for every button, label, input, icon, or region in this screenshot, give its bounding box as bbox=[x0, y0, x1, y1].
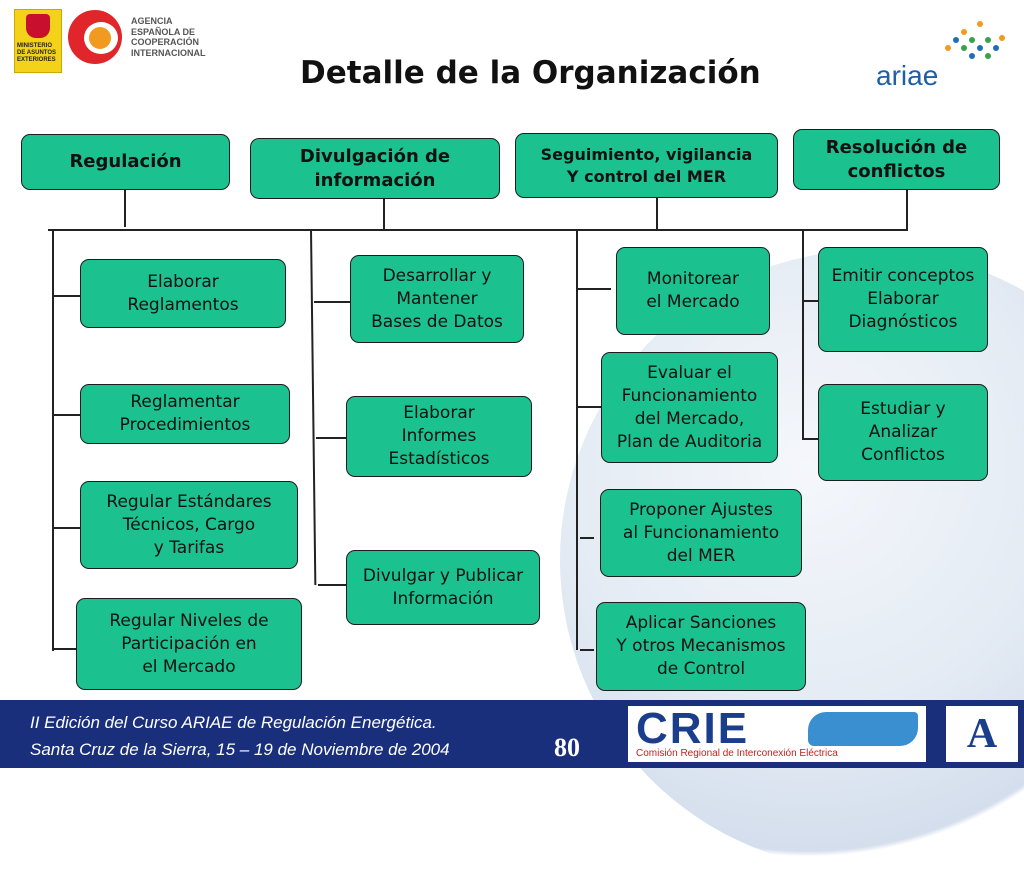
node-bases-de-datos: Desarrollar y Mantener Bases de Datos bbox=[350, 255, 524, 343]
node-proponer-ajustes: Proponer Ajustes al Funcionamiento del MER bbox=[600, 489, 802, 577]
node-elaborar-reglamentos: Elaborar Reglamentos bbox=[80, 259, 286, 328]
head-divulgacion: Divulgación de información bbox=[250, 138, 500, 199]
agency-label: AGENCIA ESPAÑOLA DE COOPERACIÓN INTERNACIONAL bbox=[131, 16, 206, 58]
node-evaluar-funcionamiento: Evaluar el Funcionamiento del Mercado, Plan de Auditoria bbox=[601, 352, 778, 463]
crie-caption: Comisión Regional de Interconexión Eléctrica bbox=[636, 748, 838, 759]
footer-location: Santa Cruz de la Sierra, 15 – 19 de Noviembre de 2004 bbox=[30, 740, 450, 759]
node-emitir-conceptos: Emitir conceptos Elaborar Diagnósticos bbox=[818, 247, 988, 352]
node-regular-estandares: Regular Estándares Técnicos, Cargo y Tarifas bbox=[80, 481, 298, 569]
ministry-label: MINISTERIO DE ASUNTOS EXTERIORES bbox=[17, 43, 57, 63]
node-regular-niveles: Regular Niveles de Participación en el Mercado bbox=[76, 598, 302, 690]
emblem-logo bbox=[946, 706, 1018, 762]
ariae-logo: ariae bbox=[876, 60, 939, 91]
head-regulacion: Regulación bbox=[21, 134, 230, 190]
crie-logo bbox=[628, 706, 926, 762]
node-reglamentar-procedimientos: Reglamentar Procedimientos bbox=[80, 384, 290, 444]
node-estudiar-conflictos: Estudiar y Analizar Conflictos bbox=[818, 384, 988, 481]
node-monitorear-mercado: Monitorear el Mercado bbox=[616, 247, 770, 335]
node-divulgar-publicar: Divulgar y Publicar Información bbox=[346, 550, 540, 625]
head-seguimiento: Seguimiento, vigilancia Y control del MER bbox=[515, 133, 778, 198]
crie-logo-text: CRIE bbox=[636, 704, 750, 753]
page-number: 80 bbox=[554, 733, 580, 762]
emblem-letter: A bbox=[966, 711, 998, 757]
head-resolucion: Resolución de conflictos bbox=[793, 129, 1000, 190]
ministry-logo bbox=[14, 9, 62, 73]
coat-of-arms-icon bbox=[26, 14, 50, 38]
aeci-logo-dot-icon bbox=[89, 27, 111, 49]
footer-course: II Edición del Curso ARIAE de Regulación Energética. bbox=[30, 713, 437, 732]
page-title: Detalle de la Organización bbox=[300, 55, 761, 91]
central-america-map-icon bbox=[808, 712, 918, 746]
node-informes-estadisticos: Elaborar Informes Estadísticos bbox=[346, 396, 532, 477]
node-aplicar-sanciones: Aplicar Sanciones Y otros Mecanismos de Control bbox=[596, 602, 806, 691]
ariae-dots-icon bbox=[940, 20, 1010, 62]
